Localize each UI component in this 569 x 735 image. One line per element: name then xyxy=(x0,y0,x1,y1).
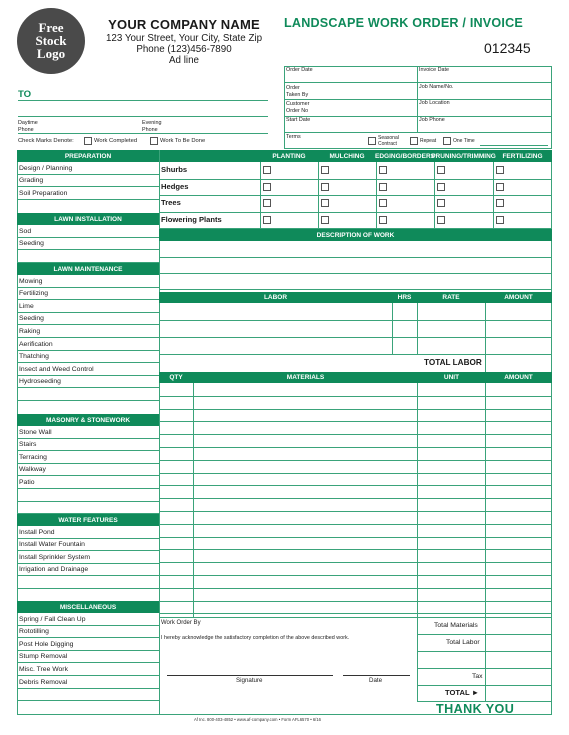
labor-header xyxy=(159,292,552,303)
list-item-label: Lime xyxy=(19,302,34,310)
terms-label: Terms xyxy=(286,134,301,140)
evening-phone-label: Evening Phone xyxy=(142,120,162,133)
labor-col-rate: RATE xyxy=(442,294,460,301)
seasonal-contract-label: Seasonal Contract xyxy=(378,135,399,147)
list-item-label: Raking xyxy=(19,327,41,335)
service-checkbox[interactable] xyxy=(496,166,504,174)
job-location-label: Job Location xyxy=(419,100,450,106)
one-time-label: One Time xyxy=(453,138,475,144)
service-checkbox[interactable] xyxy=(263,183,271,191)
service-checkbox[interactable] xyxy=(321,216,329,224)
total-labor-footer-label: Total Labor xyxy=(446,639,480,646)
list-item-label: Install Water Fountain xyxy=(19,541,85,549)
service-checkbox[interactable] xyxy=(496,183,504,191)
list-item[interactable] xyxy=(18,313,159,326)
materials-row xyxy=(159,601,552,602)
document-title: LANDSCAPE WORK ORDER / INVOICE xyxy=(284,16,523,30)
work-to-be-done-label: Work To Be Done xyxy=(160,138,206,144)
labor-col-rule xyxy=(485,303,486,354)
list-item[interactable] xyxy=(18,489,159,502)
list-item-label: Irrigation and Drainage xyxy=(19,566,89,574)
grid-col-rule xyxy=(376,162,377,228)
list-item[interactable] xyxy=(18,162,159,175)
labor-col-rule xyxy=(417,303,418,354)
materials-row xyxy=(159,434,552,435)
job-phone-label: Job Phone xyxy=(419,117,445,123)
labor-row xyxy=(159,320,552,321)
service-row-label: Shurbs xyxy=(161,165,188,174)
labor-col-hrs: HRS xyxy=(397,294,412,301)
materials-row xyxy=(159,447,552,448)
list-item[interactable] xyxy=(18,363,159,376)
materials-col-materials: MATERIALS xyxy=(286,374,325,381)
service-checkbox[interactable] xyxy=(379,216,387,224)
description-header: DESCRIPTION OF WORK xyxy=(159,229,552,241)
materials-row xyxy=(159,588,552,589)
service-checkbox[interactable] xyxy=(379,166,387,174)
materials-col-amount: AMOUNT xyxy=(504,374,533,381)
list-item-label: Install Sprinkler System xyxy=(19,553,91,561)
labor-row xyxy=(159,337,552,338)
materials-header xyxy=(159,372,552,383)
misc-header: MISCELLANEOUS xyxy=(17,601,159,613)
list-item-label: Grading xyxy=(19,177,44,185)
labor-row xyxy=(159,354,552,355)
list-item[interactable] xyxy=(18,651,159,664)
edging-header: EDGING/BORDERS xyxy=(375,152,435,160)
start-date-label: Start Date xyxy=(286,117,311,123)
materials-row xyxy=(159,409,552,410)
service-row-label: Hedges xyxy=(161,181,189,191)
repeat-label: Repeat xyxy=(420,138,437,144)
service-checkbox[interactable] xyxy=(263,166,271,174)
order-date-label: Order Date xyxy=(286,67,313,73)
pruning-header: PRUNING/TRIMMING xyxy=(431,152,496,160)
list-item-label: Insect and Weed Control xyxy=(19,365,94,373)
materials-row xyxy=(159,473,552,474)
logo-line-2: Stock xyxy=(35,33,67,48)
materials-col-rule xyxy=(485,383,486,617)
list-item[interactable] xyxy=(18,225,159,238)
service-checkbox[interactable] xyxy=(496,216,504,224)
repeat-checkbox[interactable] xyxy=(410,137,418,145)
service-checkbox[interactable] xyxy=(437,216,445,224)
list-item[interactable] xyxy=(18,564,159,577)
materials-row xyxy=(159,549,552,550)
list-item[interactable] xyxy=(18,626,159,639)
acknowledgement-text: I hereby acknowledge the satisfactory completion of the above described work. xyxy=(161,635,350,641)
masonry-header: MASONRY & STONEWORK xyxy=(17,414,159,426)
list-item-label: Walkway xyxy=(19,466,46,474)
service-checkbox[interactable] xyxy=(437,199,445,207)
logo-line-1: Free xyxy=(38,20,64,35)
list-item[interactable] xyxy=(18,539,159,552)
company-info xyxy=(96,18,272,67)
lawn-installation-header: LAWN INSTALLATION xyxy=(17,213,159,225)
service-checkbox[interactable] xyxy=(321,183,329,191)
service-row-label: Flowering Plants xyxy=(161,214,222,224)
list-item[interactable] xyxy=(18,464,159,477)
list-item-label: Spring / Fall Clean Up xyxy=(19,615,86,623)
service-row-label: Trees xyxy=(161,198,181,207)
description-line xyxy=(159,257,552,258)
to-line-1 xyxy=(18,100,268,101)
total-labor-label: TOTAL LABOR xyxy=(424,358,482,367)
list-item[interactable] xyxy=(18,476,159,489)
order-taken-by-label: Order Taken By xyxy=(286,85,309,98)
list-item[interactable] xyxy=(18,576,159,589)
labor-col-rule xyxy=(485,354,486,372)
list-item[interactable] xyxy=(18,638,159,651)
list-item[interactable] xyxy=(18,388,159,401)
list-item-label: Stairs xyxy=(19,441,37,449)
list-item-label: Seeding xyxy=(19,315,44,323)
list-item-label: Aerification xyxy=(19,340,53,348)
labor-col-rule xyxy=(392,303,393,354)
one-time-checkbox[interactable] xyxy=(443,137,451,145)
invoice-date-label: Invoice Date xyxy=(419,67,449,73)
materials-col-qty: QTY xyxy=(169,374,183,381)
list-item[interactable] xyxy=(18,288,159,301)
list-item[interactable] xyxy=(18,589,159,602)
list-item[interactable] xyxy=(18,551,159,564)
list-item[interactable] xyxy=(18,613,159,626)
to-label: TO xyxy=(18,89,32,100)
service-checkbox[interactable] xyxy=(379,183,387,191)
service-checkbox[interactable] xyxy=(321,166,329,174)
materials-row xyxy=(159,396,552,397)
seasonal-contract-checkbox[interactable] xyxy=(368,137,376,145)
list-item-label: Debris Removal xyxy=(19,678,68,686)
list-item[interactable] xyxy=(18,426,159,439)
daytime-phone-label: Daytime Phone xyxy=(18,120,38,133)
customer-order-no-label: Customer Order No xyxy=(286,101,310,114)
list-item[interactable] xyxy=(18,275,159,288)
grid-col-rule xyxy=(434,162,435,228)
materials-col-unit: UNIT xyxy=(443,374,460,381)
list-item-label: Sod xyxy=(19,227,32,235)
materials-row xyxy=(159,498,552,499)
logo-line-3: Logo xyxy=(36,46,66,61)
list-item[interactable] xyxy=(18,238,159,251)
thank-you-text: THANK YOU xyxy=(436,702,515,716)
tax-label: Tax xyxy=(472,673,483,680)
list-item-label: Design / Planning xyxy=(19,164,73,172)
service-checkbox[interactable] xyxy=(437,183,445,191)
materials-col-rule xyxy=(193,383,194,617)
materials-row xyxy=(159,575,552,576)
list-item[interactable] xyxy=(18,175,159,188)
materials-row xyxy=(159,485,552,486)
labor-col-amount: AMOUNT xyxy=(504,294,533,301)
list-item-label: Fertilizing xyxy=(19,290,49,298)
planting-header: PLANTING xyxy=(272,152,306,160)
signature-label: Signature xyxy=(236,677,263,684)
list-item-label: Post Hole Digging xyxy=(19,640,74,648)
service-checkbox[interactable] xyxy=(321,199,329,207)
list-item[interactable] xyxy=(18,187,159,200)
materials-row xyxy=(159,562,552,563)
list-item[interactable] xyxy=(18,663,159,676)
service-checkbox[interactable] xyxy=(263,216,271,224)
date-label: Date xyxy=(369,677,383,684)
company-phone: Phone (123)456-7890 xyxy=(136,44,232,56)
list-item[interactable] xyxy=(18,250,159,263)
list-item-label: Stump Removal xyxy=(19,653,68,661)
list-item-label: Install Pond xyxy=(19,528,55,536)
list-item[interactable] xyxy=(18,300,159,313)
list-item-label: Patio xyxy=(19,478,35,486)
list-item-label: Hydroseeding xyxy=(19,378,61,386)
service-checkbox[interactable] xyxy=(379,199,387,207)
fertilizing-header: FERTILIZING xyxy=(502,152,543,160)
list-item[interactable] xyxy=(18,439,159,452)
work-completed-checkbox[interactable] xyxy=(84,137,92,145)
materials-row xyxy=(159,537,552,538)
job-name-label: Job Name/No. xyxy=(419,84,454,90)
service-grid-header xyxy=(17,150,552,162)
list-item[interactable] xyxy=(18,325,159,338)
materials-row xyxy=(159,421,552,422)
document-number: 012345 xyxy=(484,40,531,56)
list-item[interactable] xyxy=(18,689,159,702)
list-item[interactable] xyxy=(18,502,159,515)
work-order-by-label: Work Order By xyxy=(161,620,201,626)
work-completed-label: Work Completed xyxy=(94,138,138,144)
materials-row xyxy=(159,613,552,614)
check-marks-label: Check Marks Denote: xyxy=(18,138,74,144)
company-logo xyxy=(17,8,85,74)
order-info-grid xyxy=(284,66,552,149)
list-item[interactable] xyxy=(18,676,159,689)
labor-col-labor: LABOR xyxy=(263,294,288,301)
service-checkbox[interactable] xyxy=(263,199,271,207)
list-item[interactable] xyxy=(18,376,159,389)
service-checkbox[interactable] xyxy=(437,166,445,174)
phone-line xyxy=(18,133,268,134)
materials-row xyxy=(159,524,552,525)
grid-col-rule xyxy=(318,162,319,228)
list-item[interactable] xyxy=(18,451,159,464)
company-ad-line: Ad line xyxy=(169,55,199,67)
preparation-header: PREPARATION xyxy=(64,152,112,160)
materials-row xyxy=(159,511,552,512)
list-item-label: Thatching xyxy=(19,353,49,361)
water-header: WATER FEATURES xyxy=(17,514,159,526)
work-to-be-done-checkbox[interactable] xyxy=(150,137,158,145)
list-item[interactable] xyxy=(18,338,159,351)
to-line-2 xyxy=(18,116,268,117)
total-materials-label: Total Materials xyxy=(434,622,478,629)
materials-col-rule xyxy=(417,383,418,617)
grid-rule xyxy=(159,228,552,229)
materials-row xyxy=(159,460,552,461)
mulching-header: MULCHING xyxy=(329,152,365,160)
list-item-label: Stone Wall xyxy=(19,428,52,436)
list-item[interactable] xyxy=(18,526,159,539)
list-item-label: Terracing xyxy=(19,453,47,461)
fine-print: Af Inc. 800-403-4852 • www.af-company.com • Form AFL6570 • 6/16 xyxy=(194,717,321,722)
company-address: 123 Your Street, Your City, State Zip xyxy=(105,32,263,44)
list-item[interactable] xyxy=(18,351,159,364)
grid-col-rule xyxy=(260,162,261,228)
list-item-label: Soil Preparation xyxy=(19,189,68,197)
list-item-label: Mowing xyxy=(19,277,43,285)
description-line xyxy=(159,273,552,274)
grid-col-rule xyxy=(493,162,494,228)
company-name: YOUR COMPANY NAME xyxy=(108,17,260,32)
total-label: TOTAL ► xyxy=(445,688,480,697)
list-item-label: Misc. Tree Work xyxy=(19,665,68,673)
lawn-maintenance-header: LAWN MAINTENANCE xyxy=(17,263,159,275)
list-item-label: Seeding xyxy=(19,240,44,248)
list-item-label: Rototilling xyxy=(19,628,49,636)
description-line xyxy=(159,289,552,290)
service-checkbox[interactable] xyxy=(496,199,504,207)
